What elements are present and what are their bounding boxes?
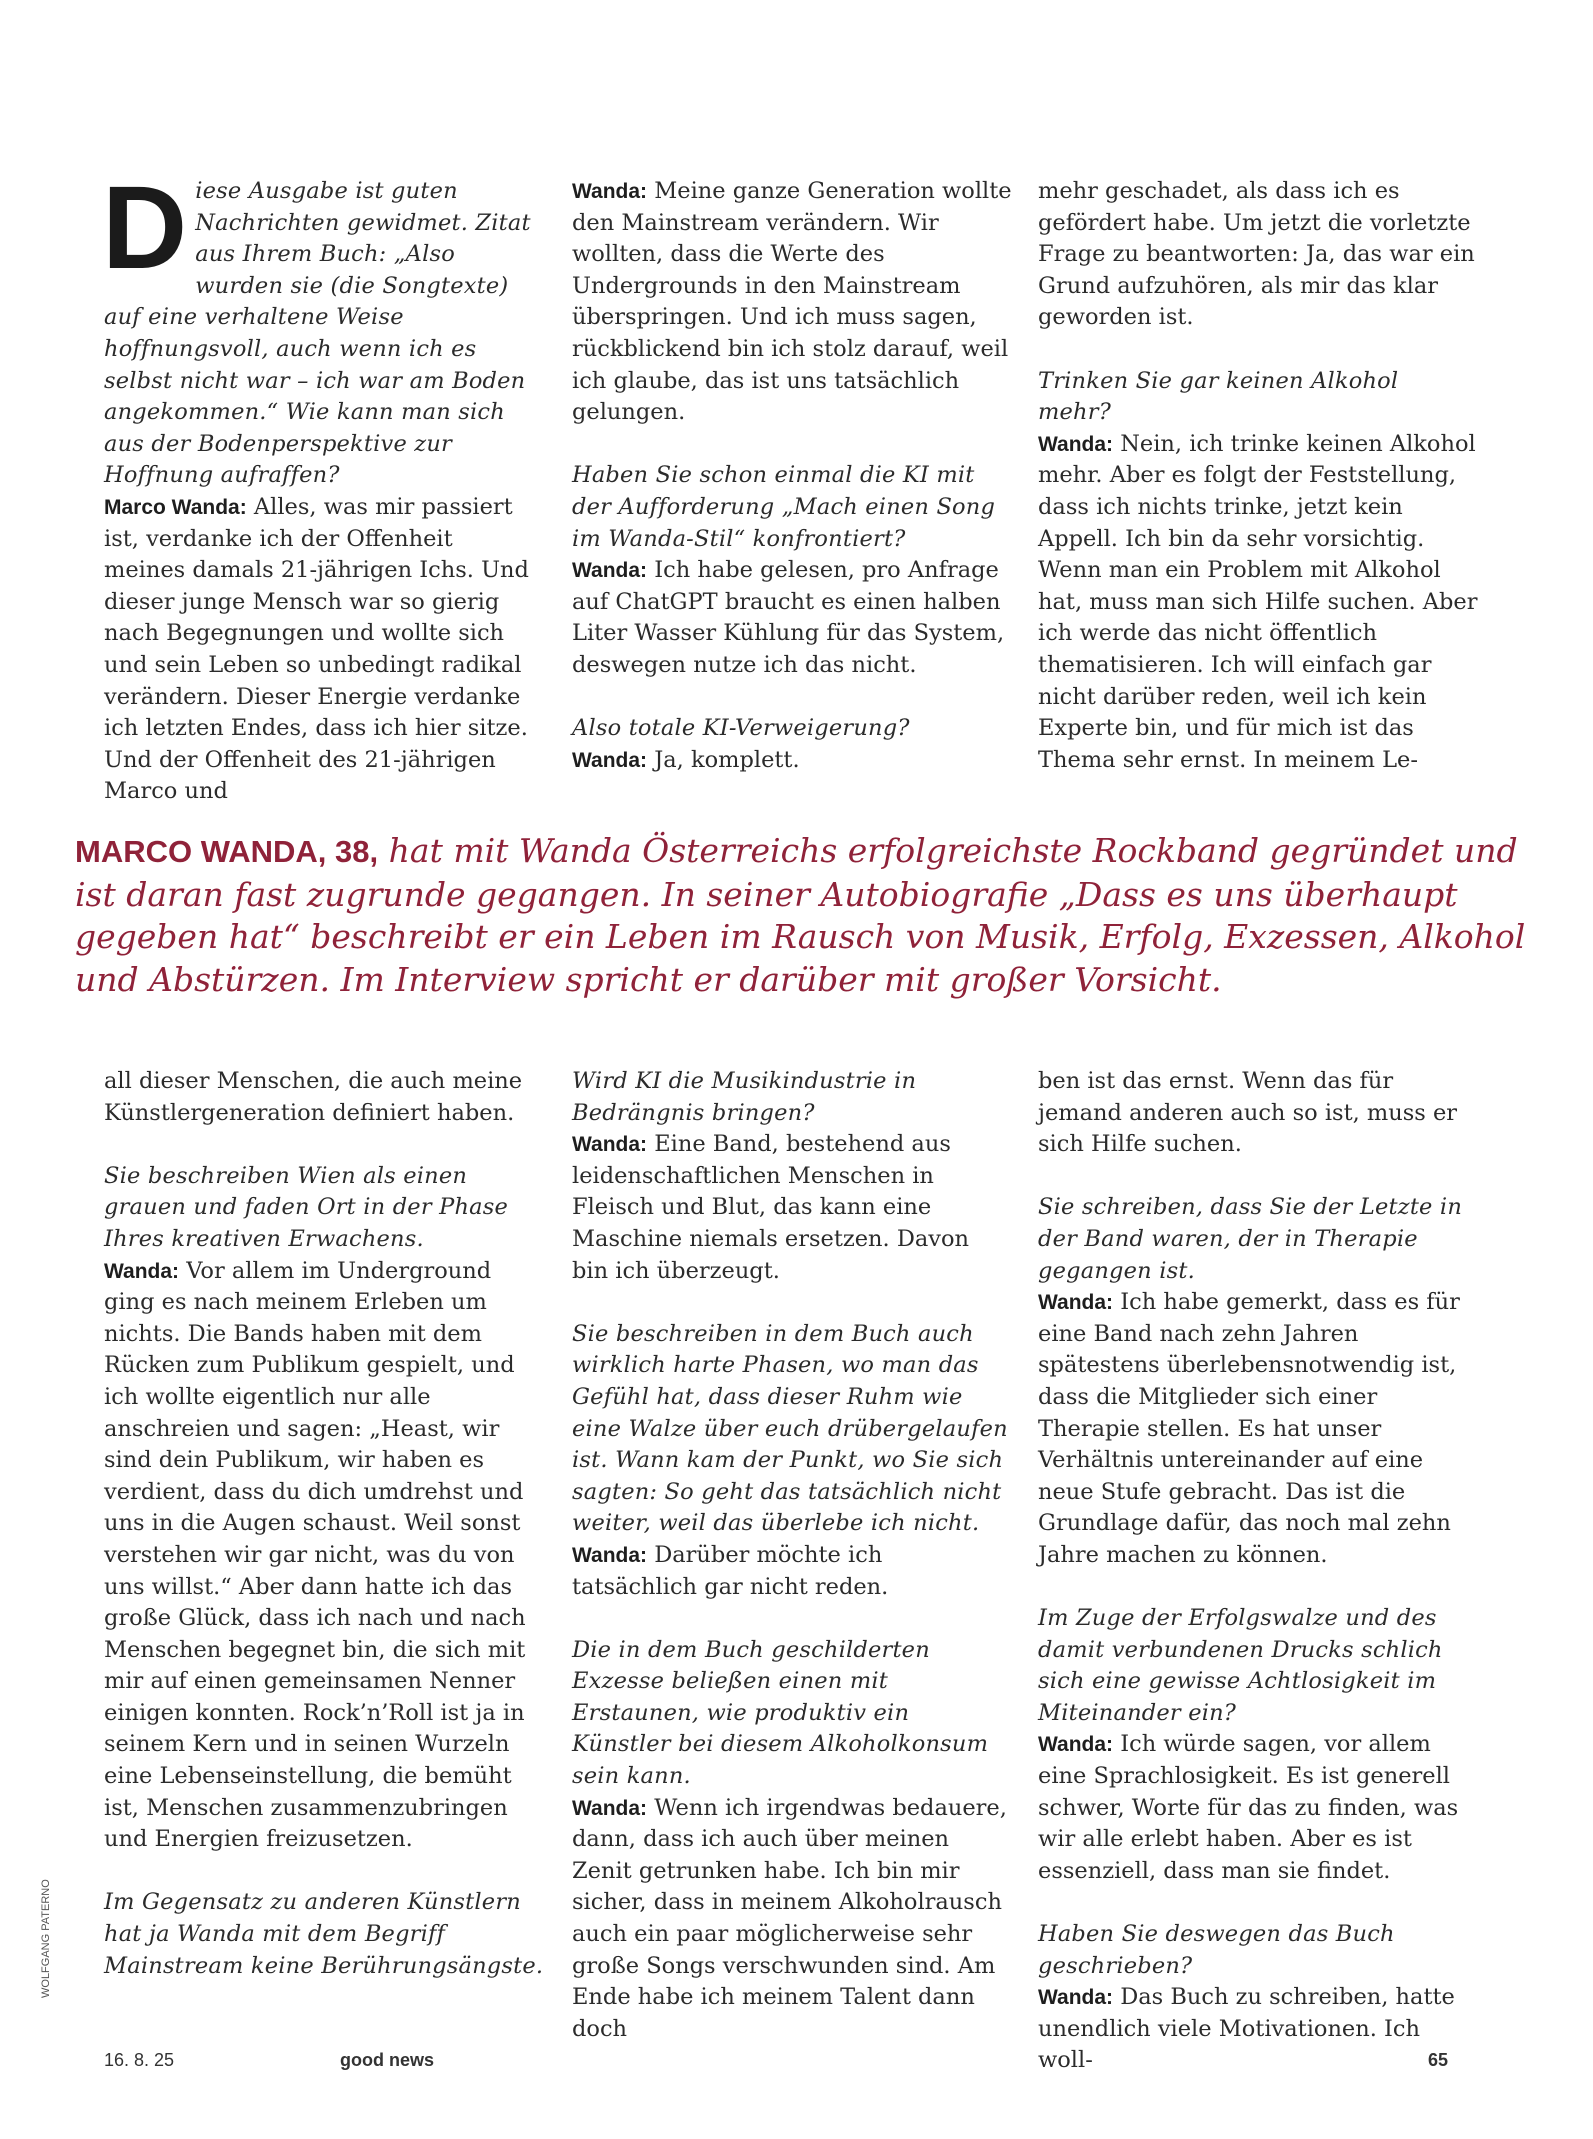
- footer-magazine: good news: [340, 2050, 434, 2070]
- answer: [104, 492, 540, 808]
- answer: [104, 1256, 544, 1856]
- question: Also totale KI-Verweigerung?: [572, 715, 910, 742]
- answer-text: Wenn ich irgendwas bedauere, dann, dass ich auch über meinen Zenit getrunken habe. Ich bin mir sicher, dass in meinem Alkoholrausch auch ein paar möglicherweise sehr große Songs verschwunden sind. Am Ende habe ich meinem Talent dann doch: [572, 1794, 1007, 2042]
- answer-text: Das Buch zu schreiben, hatte unendlich viele Motivationen. Ich woll-: [1038, 1984, 1455, 2074]
- question: Im Gegensatz zu anderen Künstlern hat ja Wanda mit dem Begriff Mainstream keine Berührungsängste.: [104, 1889, 544, 1979]
- lead-name: MARCO WANDA, 38,: [75, 834, 379, 869]
- answer-text: Ich habe gelesen, pro Anfrage auf ChatGPT braucht es einen halben Liter Wasser Kühlung für das System, deswegen nutze ich das nicht.: [572, 557, 1005, 678]
- answer: [572, 1793, 1012, 2046]
- answer-text: Ich habe gemerkt, dass es für eine Band nach zehn Jahren spätestens überlebensnotwendig ist, dass die Mitglieder sich einer Therapie stellen. Es hat unser Verhältnis untereinander auf eine neue Stufe gebracht. Das ist die Grundlage dafür, das noch mal zehn Jahre machen zu können.: [1038, 1289, 1460, 1568]
- body-text: mehr geschadet, als dass ich es gefördert habe. Um jetzt die vorletzte Frage zu beantworten: Ja, das war ein Grund aufzuhören, als mir das klar geworden ist.: [1038, 178, 1475, 331]
- article-column-2-top: [572, 176, 1012, 776]
- question: Sie beschreiben Wien als einen grauen und faden Ort in der Phase Ihres kreativen Erwachens.: [104, 1162, 509, 1252]
- article-column-3-bottom: [1038, 1066, 1478, 2077]
- photo-credit: WOLFGANG PATERNO: [40, 1879, 52, 1998]
- speaker-label: Wanda:: [1038, 432, 1114, 456]
- question: iese Ausgabe ist guten Nachrichten gewidmet. Zitat aus Ihrem Buch: „Also wurden sie (die Songtexte) auf eine verhaltene Weise hoffnungsvoll, auch wenn ich es selbst nicht war – ich war am Boden angekommen.“ Wie kann man sich aus der Bodenperspektive zur Hoffnung aufraffen?: [104, 178, 531, 489]
- speaker-label: Marco Wanda:: [104, 495, 247, 519]
- speaker-label: Wanda:: [1038, 1291, 1114, 1315]
- article-column-2-bottom: [572, 1066, 1012, 2045]
- article-column-1-bottom: [104, 1066, 544, 1982]
- answer: [572, 745, 1012, 777]
- question: Sie schreiben, dass Sie der Letzte in der Band waren, der in Therapie gegangen ist.: [1038, 1194, 1463, 1284]
- speaker-label: Wanda:: [572, 1796, 648, 1820]
- answer-text: Ich würde sagen, vor allem eine Sprachlosigkeit. Es ist generell schwer, Worte für das zu finden, was wir alle erlebt haben. Aber es ist essenziell, dass man sie findet.: [1038, 1731, 1459, 1884]
- lead-text: hat mit Wanda Österreichs erfolgreichste Rockband gegründet und ist daran fast zugrunde gegangen. In seiner Autobiografie „Dass es uns überhaupt gegeben hat“ beschreibt er ein Leben im Rausch von Musik, Erfolg, Exzessen, Alkohol und Abstürzen. Im Interview spricht er darüber mit großer Vorsicht.: [75, 831, 1526, 999]
- answer-text: Darüber möchte ich tatsächlich gar nicht reden.: [572, 1541, 889, 1600]
- footer-date: 16. 8. 25: [104, 2050, 175, 2070]
- body-text: ben ist das ernst. Wenn das für jemand anderen auch so ist, muss er sich Hilfe suchen.: [1038, 1068, 1458, 1158]
- speaker-label: Wanda:: [104, 1259, 180, 1283]
- article-column-3-top: [1038, 176, 1478, 776]
- answer-text: Eine Band, bestehend aus leidenschaftlichen Menschen in Fleisch und Blut, das kann eine Maschine niemals ersetzen. Davon bin ich überzeugt.: [572, 1131, 970, 1284]
- body-text: all dieser Menschen, die auch meine Künstlergeneration definiert haben.: [104, 1068, 523, 1126]
- page-number: 65: [1428, 2050, 1449, 2070]
- answer-text: Alles, was mir passiert ist, verdanke ich der Offenheit meines damals 21-jährigen Ichs. Und dieser junge Mensch war so gierig nach Begegnungen und wollte sich und sein Leben so unbedingt radikal verändern. Dieser Energie verdanke ich letzten Endes, dass ich hier sitze. Und der Offenheit des 21-jährigen Marco und: [104, 493, 529, 805]
- answer-text: Nein, ich trinke keinen Alkohol mehr. Aber es folgt der Feststellung, dass ich nichts trinke, jetzt kein Appell. Ich bin da sehr vorsichtig. Wenn man ein Problem mit Alkohol hat, muss man sich Hilfe suchen. Aber ich werde das nicht öffentlich thematisieren. Ich will einfach gar nicht darüber reden, weil ich kein Experte bin, und für mich ist das Thema sehr ernst. In meinem Le-: [1038, 430, 1478, 773]
- speaker-label: Wanda:: [1038, 1986, 1114, 2010]
- speaker-label: Wanda:: [572, 559, 648, 583]
- article-column-1-top: [102, 162, 540, 808]
- answer: [572, 1129, 1012, 1287]
- answer-text: Ja, komplett.: [654, 746, 800, 773]
- answer: [572, 1540, 1012, 1603]
- question: Im Zuge der Erfolgswalze und des damit verbundenen Drucks schlich sich eine gewisse Achtlosigkeit im Miteinander ein?: [1038, 1605, 1443, 1726]
- answer: [1038, 1729, 1478, 1887]
- question: Haben Sie schon einmal die KI mit der Aufforderung „Mach einen Song im Wanda-Stil“ konfrontiert?: [572, 462, 996, 552]
- answer-text: Meine ganze Generation wollte den Mainstream verändern. Wir wollten, dass die Werte des Undergrounds in den Mainstream überspringen. Und ich muss sagen, rückblickend bin ich stolz darauf, weil ich glaube, das ist uns tatsächlich gelungen.: [572, 178, 1012, 426]
- speaker-label: Wanda:: [572, 748, 648, 772]
- question: Die in dem Buch geschilderten Exzesse beließen einen mit Erstaunen, wie produktiv ein Künstler bei diesem Alkoholkonsum sein kann.: [572, 1636, 989, 1790]
- question: Sie beschreiben in dem Buch auch wirklich harte Phasen, wo man das Gefühl hat, dass dieser Ruhm wie eine Walze über euch drübergelaufen ist. Wann kam der Punkt, wo Sie sich sagten: So geht das tatsächlich nicht weiter, weil das überlebe ich nicht.: [572, 1320, 1008, 1537]
- answer: [1038, 1982, 1478, 2077]
- answer: [1038, 429, 1478, 777]
- speaker-label: Wanda:: [572, 1133, 648, 1157]
- answer: [572, 176, 1012, 429]
- question: Haben Sie deswegen das Buch geschrieben?: [1038, 1921, 1395, 1979]
- answer: [1038, 1287, 1478, 1571]
- speaker-label: Wanda:: [1038, 1733, 1114, 1757]
- question: Wird KI die Musikindustrie in Bedrängnis bringen?: [572, 1068, 917, 1126]
- question: Trinken Sie gar keinen Alkohol mehr?: [1038, 367, 1399, 426]
- answer-text: Vor allem im Underground ging es nach meinem Erleben um nichts. Die Bands haben mit dem Rücken zum Publikum gespielt, und ich wollte eigentlich nur alle anschreien und sagen: „Heast, wir sind dein Publikum, wir haben es verdient, dass du dich umdrehst und uns in die Augen schaust. Weil sonst verstehen wir gar nicht, was du von uns willst.“ Aber dann hatte ich das große Glück, dass ich nach und nach Menschen begegnet bin, die sich mit mir auf einen gemeinsamen Nenner einigen konnten. Rock’n’Roll ist ja in seinem Kern und in seinen Wurzeln eine Lebenseinstellung, die bemüht ist, Menschen zusammenzubringen und Energien freizusetzen.: [104, 1257, 526, 1853]
- speaker-label: Wanda:: [572, 180, 648, 203]
- drop-cap: D: [102, 162, 188, 294]
- lead-paragraph: [75, 830, 1535, 1001]
- speaker-label: Wanda:: [572, 1543, 648, 1567]
- answer: [572, 555, 1012, 681]
